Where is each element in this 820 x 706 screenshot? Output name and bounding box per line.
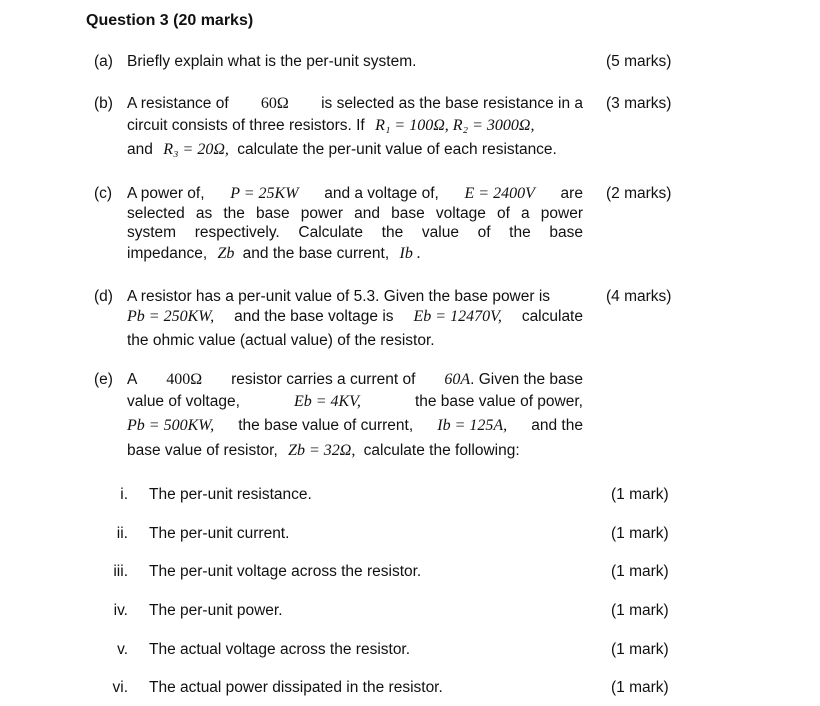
math-value: Eb = 12470V, bbox=[413, 308, 502, 325]
text-run: selected as the base power and base voltage of a power bbox=[127, 205, 583, 222]
sub-item-marks: (1 mark) bbox=[611, 486, 669, 503]
text-run: and the bbox=[531, 417, 583, 434]
part-e-line-4 bbox=[127, 442, 583, 460]
text-run: and a voltage of, bbox=[324, 185, 439, 202]
sub-item-text: The actual power dissipated in the resistor. bbox=[149, 679, 443, 696]
text-run: the base value of current, bbox=[238, 417, 414, 434]
part-a-text: Briefly explain what is the per-unit system. bbox=[127, 53, 417, 70]
sub-item-marks: (1 mark) bbox=[611, 679, 669, 696]
math-value: Ib . bbox=[399, 245, 421, 262]
math-value: Pb = 250KW, bbox=[127, 308, 215, 325]
sub-item-text: The per-unit resistance. bbox=[149, 486, 312, 503]
text-run: calculate the following: bbox=[363, 442, 520, 459]
text-run: is selected as the base resistance in a bbox=[321, 95, 583, 112]
sub-item-marks: (1 mark) bbox=[611, 563, 669, 580]
text-run: and the base current, bbox=[242, 245, 390, 262]
part-d-line-3 bbox=[127, 332, 583, 350]
part-a-marks: (5 marks) bbox=[606, 53, 672, 70]
text-run: calculate the per-unit value of each resistance. bbox=[237, 141, 557, 158]
part-e-line-2 bbox=[127, 393, 583, 411]
math-value: Zb bbox=[217, 245, 235, 262]
math-value: Zb = 32Ω, bbox=[288, 442, 356, 459]
text-run: the ohmic value (actual value) of the resistor. bbox=[127, 332, 435, 349]
part-b-label: (b) bbox=[94, 95, 113, 112]
text-run: system respectively. Calculate the value of the base bbox=[127, 224, 583, 241]
text-run: . Given the base bbox=[470, 371, 583, 388]
text-run: impedance, bbox=[127, 245, 208, 262]
text-run: value of voltage, bbox=[127, 393, 240, 410]
part-d-line-1 bbox=[127, 288, 583, 306]
text-run: resistor carries a current of bbox=[231, 371, 416, 388]
math-value: R₁ = 100Ω, R₂ = 3000Ω, bbox=[375, 117, 535, 134]
sub-item-marks: (1 mark) bbox=[611, 602, 669, 619]
part-d-marks: (4 marks) bbox=[606, 288, 672, 305]
sub-item-marks: (1 mark) bbox=[611, 525, 669, 542]
text-run: A bbox=[127, 371, 138, 388]
text-run: A resistor has a per-unit value of 5.3. Given the base power is bbox=[127, 288, 551, 305]
text-run: calculate bbox=[521, 308, 583, 325]
math-value: P = 25KW bbox=[230, 185, 299, 202]
part-c-line-4 bbox=[127, 245, 583, 263]
text-run: and bbox=[127, 141, 153, 158]
sub-item-number: iii. bbox=[113, 563, 128, 580]
text-run: and the base voltage is bbox=[234, 308, 394, 325]
sub-item-text: The per-unit power. bbox=[149, 602, 283, 619]
text-run: the base value of power, bbox=[414, 393, 583, 410]
math-value: 400Ω bbox=[166, 371, 203, 388]
sub-item-number: i. bbox=[120, 486, 128, 503]
text-run: are bbox=[560, 185, 583, 202]
math-value: 60Ω bbox=[260, 95, 289, 112]
sub-item-number: v. bbox=[117, 641, 128, 658]
part-c-marks: (2 marks) bbox=[606, 185, 672, 202]
math-value: Eb = 4KV, bbox=[293, 393, 361, 410]
part-b-line-1 bbox=[127, 95, 583, 113]
part-e-label: (e) bbox=[94, 371, 113, 388]
math-value: Ib = 125A, bbox=[437, 417, 508, 434]
sub-item-text: The per-unit current. bbox=[149, 525, 290, 542]
part-b-line-2 bbox=[127, 117, 583, 135]
math-value: E = 2400V bbox=[464, 185, 535, 202]
sub-item-number: iv. bbox=[113, 602, 128, 619]
part-e-line-3 bbox=[127, 417, 583, 435]
math-value: 60A bbox=[444, 371, 471, 388]
sub-item-number: vi. bbox=[112, 679, 128, 696]
part-b-marks: (3 marks) bbox=[606, 95, 672, 112]
part-c-label: (c) bbox=[94, 185, 113, 202]
part-a-label: (a) bbox=[94, 53, 113, 70]
sub-item-text: The actual voltage across the resistor. bbox=[149, 641, 411, 658]
text-run: circuit consists of three resistors. If bbox=[127, 117, 365, 134]
part-e-line-1 bbox=[127, 371, 583, 389]
part-d-label: (d) bbox=[94, 288, 113, 305]
sub-item-number: ii. bbox=[116, 525, 128, 542]
part-c-line-1 bbox=[127, 185, 583, 203]
text-run: base value of resistor, bbox=[127, 442, 278, 459]
part-d-line-2 bbox=[127, 308, 583, 326]
question-title: Question 3 (20 marks) bbox=[86, 12, 254, 29]
sub-item-marks: (1 mark) bbox=[611, 641, 669, 658]
math-value: R₃ = 20Ω, bbox=[163, 141, 229, 158]
part-c-line-2 bbox=[127, 205, 583, 223]
part-c-line-3 bbox=[127, 224, 583, 242]
text-run: A resistance of bbox=[127, 95, 229, 112]
math-value: Pb = 500KW, bbox=[127, 417, 215, 434]
text-run: A power of, bbox=[127, 185, 205, 202]
sub-item-text: The per-unit voltage across the resistor. bbox=[149, 563, 422, 580]
part-b-line-3 bbox=[127, 141, 583, 159]
